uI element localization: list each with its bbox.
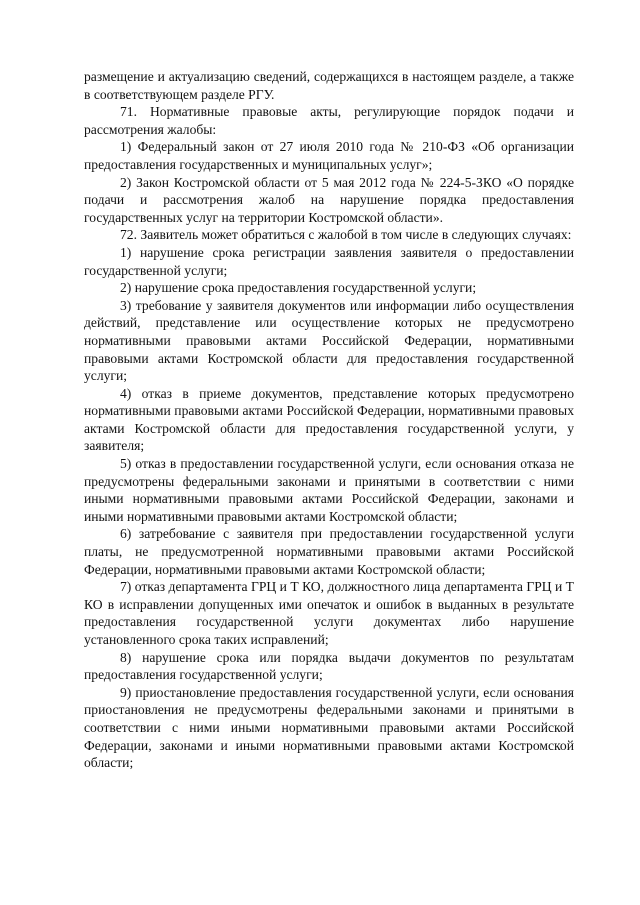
paragraph-continuation: размещение и актуализацию сведений, содержащихся в настоящем разделе, а также в соответствующем разделе РГУ. [84,69,574,102]
paragraph-72-item-5: 5) отказ в предоставлении государственной услуги, если основания отказа не предусмотрены федеральными законами и принятыми в соответствии с ними иными нормативными правовыми актами Российской Федерации, законами и иными нормативными правовыми актами Костромской области; [84,456,574,524]
document-page [84,68,574,772]
paragraph-72-item-6: 6) затребование с заявителя при предоставлении государственной услуги платы, не предусмотренной нормативными правовыми актами Российской Федерации, нормативными правовыми актами Костромской области; [84,526,574,577]
paragraph-72-item-8: 8) нарушение срока или порядка выдачи документов по результатам предоставления государственной услуги; [84,649,574,683]
paragraph-72-item-4: 4) отказ в приеме документов, представление которых предусмотрено нормативными правовыми актами Российской Федерации, нормативными правовых актами Костромской области для предоставления государственной услуги, у заявителя; [84,385,574,454]
paragraph-71-item-1: 1) Федеральный закон от 27 июля 2010 года № 210-ФЗ «Об организации предоставления государственных и муниципальных услуг»; [84,139,574,172]
paragraph-71-item-2: 2) Закон Костромской области от 5 мая 2012 года № 224-5-ЗКО «О порядке подачи и рассмотрения жалоб на нарушение порядка предоставления государственных услуг на территории Костромской области». [84,174,574,225]
paragraph-72-item-1: 1) нарушение срока регистрации заявления заявителя о предоставлении государственной услуги; [84,244,574,278]
paragraph-72-item-2: 2) нарушение срока предоставления государственной услуги; [120,280,477,296]
paragraph-71: 71. Нормативные правовые акты, регулирующие порядок подачи и рассмотрения жалобы: [84,104,574,137]
paragraph-72: 72. Заявитель может обратиться с жалобой в том числе в следующих случаях: [120,227,572,243]
paragraph-72-item-9: 9) приостановление предоставления государственной услуги, если основания приостановления не предусмотрены федеральными законами и принятыми в соответствии с ними иными нормативными правовыми актами Российской Федерации, законами и иными нормативными правовыми актами Костромской области; [84,684,574,771]
paragraph-72-item-3: 3) требование у заявителя документов или информации либо осуществления действий, представление или осуществление которых не предусмотрено нормативными правовыми актами Российской Федерации, нормативными правовыми актами Костромской области для предоставления государственной услуги; [84,297,574,384]
paragraph-72-item-7: 7) отказ департамента ГРЦ и Т КО, должностного лица департамента ГРЦ и Т КО в исправлении допущенных ими опечаток и ошибок в выданных в результате предоставления государственной услуги документах либо нарушение установленного срока таких исправлений; [84,579,574,647]
